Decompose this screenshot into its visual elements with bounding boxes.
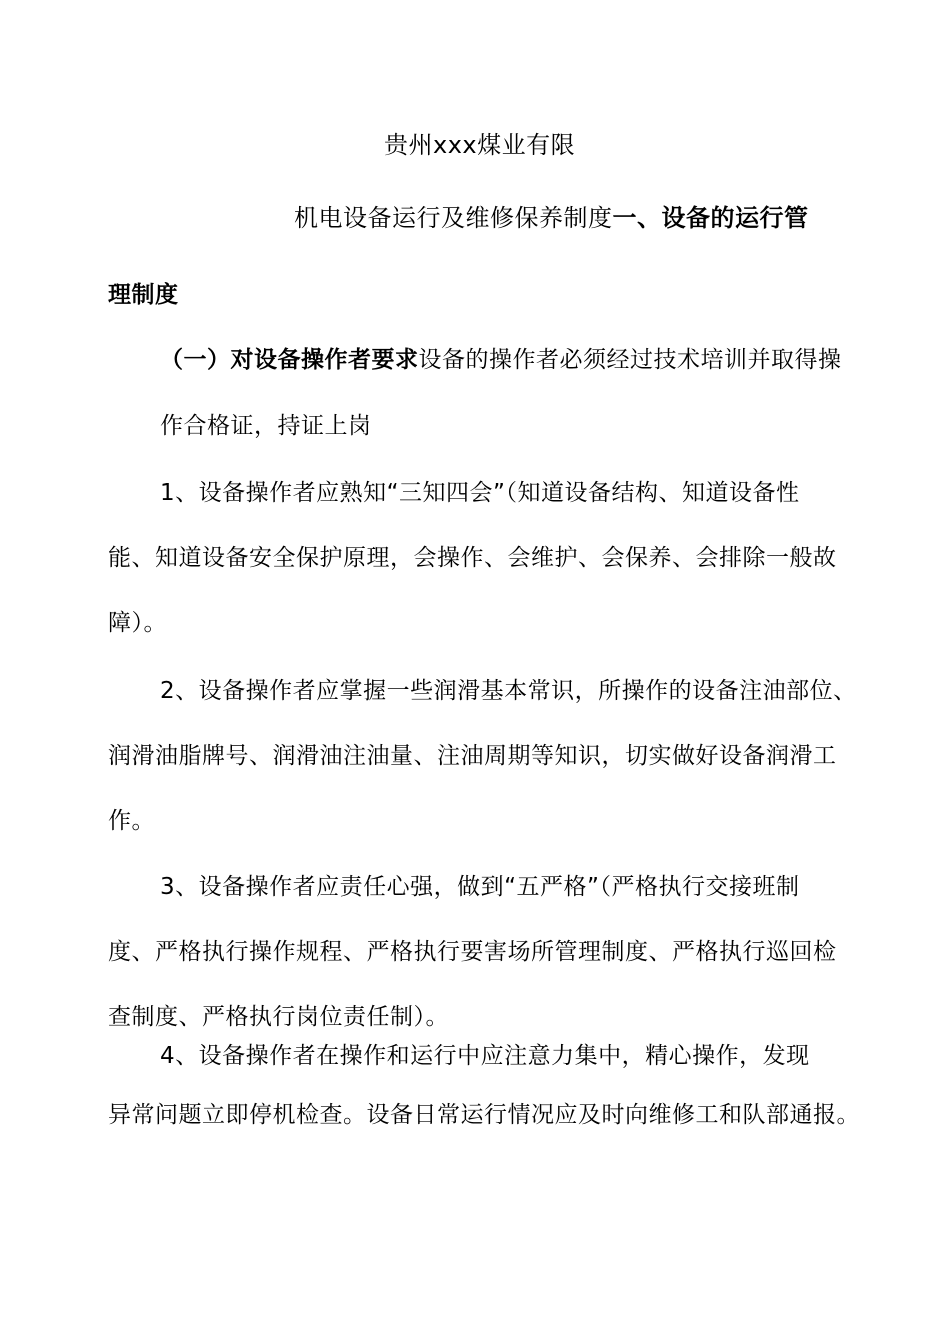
item-3-line-2: 度、严格执行操作规程、严格执行要害场所管理制度、严格执行巡回检 bbox=[108, 939, 837, 965]
item-3-line-1: 3、设备操作者应责任心强，做到“五严格”（严格执行交接班制 bbox=[160, 874, 800, 900]
section-heading-1: 一、设备的运行管 bbox=[612, 204, 809, 232]
item-3-line-3: 查制度、严格执行岗位责任制）。 bbox=[108, 1004, 449, 1030]
item-1-line-1: 1、设备操作者应熟知“三知四会”（知道设备结构、知道设备性 bbox=[160, 480, 800, 506]
item-1-line-3: 障）。 bbox=[108, 610, 167, 636]
section-heading-1-continuation: 理制度 bbox=[108, 282, 179, 308]
item-2-line-2: 润滑油脂牌号、润滑油注油量、注油周期等知识，切实做好设备润滑工 bbox=[108, 743, 837, 769]
item-2-line-3: 作。 bbox=[108, 808, 155, 834]
item-4-line-2: 异常问题立即停机检查。设备日常运行情况应及时向维修工和队部通报。 bbox=[108, 1102, 860, 1128]
subsection-1-text: 设备的操作者必须经过技术培训并取得操 bbox=[418, 347, 842, 373]
document-title-line bbox=[294, 203, 809, 233]
subsection-1-line-1 bbox=[160, 345, 842, 375]
document-title: 机电设备运行及维修保养制度 bbox=[294, 204, 613, 232]
subsection-1-line-2: 作合格证，持证上岗 bbox=[160, 413, 372, 439]
company-title: 贵州xxx煤业有限 bbox=[384, 131, 576, 159]
item-4-line-1: 4、设备操作者在操作和运行中应注意力集中，精心操作，发现 bbox=[160, 1043, 810, 1069]
item-2-line-1: 2、设备操作者应掌握一些润滑基本常识，所操作的设备注油部位、 bbox=[160, 678, 857, 704]
subsection-1-heading: （一）对设备操作者要求 bbox=[160, 347, 419, 373]
item-1-line-2: 能、知道设备安全保护原理，会操作、会维护、会保养、会排除一般故 bbox=[108, 545, 837, 571]
